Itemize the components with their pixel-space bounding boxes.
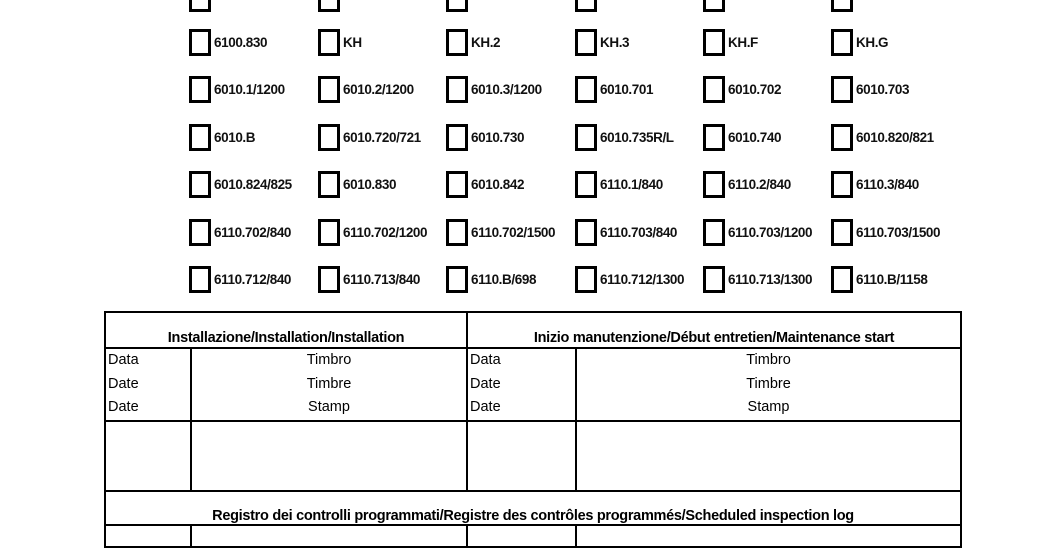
checkbox[interactable] [446, 171, 468, 198]
date-label-en: Date [108, 399, 139, 415]
checkbox-label: 6110.3/840 [856, 176, 919, 192]
model-checkbox-item[interactable] [189, 0, 214, 11]
model-checkbox-item[interactable] [703, 29, 758, 55]
installation-stamp-field[interactable] [191, 421, 467, 491]
maintenance-title: Inizio manutenzione/Début entretien/Maintenance start [533, 330, 895, 346]
checkbox-label: KH.G [856, 34, 889, 50]
model-checkbox-item[interactable] [575, 29, 629, 55]
checkbox[interactable] [575, 29, 597, 56]
model-checkbox-item[interactable] [189, 124, 255, 150]
checkbox-label: 6010.3/1200 [471, 81, 542, 97]
checkbox-label: KH.F [728, 34, 758, 50]
checkbox-label: 6010.842 [471, 176, 525, 192]
checkbox-label: 6110.1/840 [600, 176, 663, 192]
checkbox[interactable] [318, 29, 340, 56]
checkbox-label: 6110.B/698 [471, 271, 537, 287]
checkbox-label: 6010.740 [728, 129, 782, 145]
model-checkbox-item[interactable] [446, 171, 524, 197]
checkbox[interactable] [831, 171, 853, 198]
checkbox[interactable] [446, 76, 468, 103]
checkbox-label: 6110.702/1200 [343, 224, 428, 240]
model-checkbox-item[interactable] [831, 266, 927, 292]
checkbox[interactable] [575, 0, 597, 12]
installation-date-field[interactable] [105, 421, 191, 491]
checkbox[interactable] [703, 0, 725, 12]
model-checkbox-item[interactable] [446, 0, 471, 11]
checkbox-label: 6110.703/840 [600, 224, 678, 240]
checkbox[interactable] [831, 266, 853, 293]
model-checkbox-item[interactable] [189, 219, 291, 245]
model-checkbox-item[interactable] [318, 219, 427, 245]
checkbox-label: 6110.703/1200 [728, 224, 813, 240]
model-checkbox-item[interactable] [189, 29, 267, 55]
model-checkbox-item[interactable] [318, 29, 362, 55]
model-checkbox-item[interactable] [703, 124, 781, 150]
checkbox-label: 6110.B/1158 [856, 271, 928, 287]
checkbox[interactable] [318, 219, 340, 246]
checkbox[interactable] [318, 266, 340, 293]
checkbox[interactable] [703, 29, 725, 56]
model-checkbox-item[interactable] [446, 266, 536, 292]
checkbox-label: 6010.701 [600, 81, 654, 97]
checkbox[interactable] [189, 171, 211, 198]
checkbox[interactable] [831, 76, 853, 103]
checkbox[interactable] [703, 266, 725, 293]
checkbox-label: KH.2 [471, 34, 501, 50]
model-checkbox-item[interactable] [703, 171, 791, 197]
model-checkbox-item[interactable] [831, 171, 919, 197]
checkbox-label: KH [343, 34, 362, 50]
checkbox[interactable] [446, 219, 468, 246]
checkbox[interactable] [446, 0, 468, 12]
checkbox-label: 6010.735R/L [600, 129, 674, 145]
checkbox-label: 6010.730 [471, 129, 525, 145]
maintenance-date-field[interactable] [467, 421, 576, 491]
checkbox[interactable] [446, 266, 468, 293]
installation-maintenance-table [104, 311, 962, 548]
stamp-label-en: Stamp [747, 399, 790, 415]
checkbox-label: 6110.713/840 [343, 271, 421, 287]
maintenance-date-label-cell [467, 348, 576, 421]
inspection-stamp-cell[interactable] [576, 525, 961, 547]
checkbox[interactable] [189, 76, 211, 103]
checkbox-label: 6010.824/825 [214, 176, 292, 192]
model-checkbox-item[interactable] [318, 171, 396, 197]
checkbox[interactable] [831, 219, 853, 246]
inspection-stamp-cell[interactable] [191, 525, 467, 547]
model-checkbox-item[interactable] [831, 29, 888, 55]
maintenance-stamp-label-cell [576, 348, 961, 421]
checkbox[interactable] [831, 0, 853, 12]
checkbox-label: KH.3 [600, 34, 630, 50]
date-label-en: Date [470, 399, 501, 415]
checkbox-label: 6010.702 [728, 81, 782, 97]
date-label-fr: Date [108, 375, 139, 392]
inspection-date-cell[interactable] [467, 525, 576, 547]
stamp-label-fr: Timbre [746, 375, 791, 392]
checkbox[interactable] [703, 124, 725, 151]
model-checkbox-item[interactable] [318, 76, 414, 102]
checkbox[interactable] [575, 219, 597, 246]
checkbox[interactable] [446, 29, 468, 56]
model-checkbox-item[interactable] [831, 76, 909, 102]
model-checkbox-item[interactable] [318, 124, 421, 150]
checkbox[interactable] [189, 219, 211, 246]
checkbox[interactable] [189, 124, 211, 151]
model-checkbox-item[interactable] [575, 124, 674, 150]
checkbox[interactable] [189, 266, 211, 293]
model-checkbox-item[interactable] [575, 171, 663, 197]
installation-date-label-cell [105, 348, 191, 421]
checkbox[interactable] [575, 171, 597, 198]
model-checkbox-item[interactable] [318, 266, 420, 292]
model-checkbox-item[interactable] [703, 0, 728, 11]
inspection-log-header [105, 491, 961, 525]
model-checkbox-item[interactable] [446, 124, 524, 150]
checkbox[interactable] [318, 171, 340, 198]
date-label-it: Data [470, 352, 501, 368]
checkbox[interactable] [189, 0, 211, 12]
stamp-label-fr: Timbre [306, 375, 352, 392]
model-checkbox-item[interactable] [189, 171, 292, 197]
checkbox[interactable] [703, 76, 725, 103]
model-checkbox-item[interactable] [575, 219, 677, 245]
model-checkbox-item[interactable] [703, 219, 812, 245]
inspection-log-title: Registro dei controlli programmati/Registre des contrôles programmés/Scheduled inspection log [212, 507, 854, 524]
model-checkbox-item[interactable] [575, 0, 600, 11]
checkbox-label: 6010.703 [856, 81, 910, 97]
checkbox[interactable] [703, 219, 725, 246]
inspection-date-cell[interactable] [105, 525, 191, 547]
model-checkbox-item[interactable] [189, 76, 285, 102]
model-checkbox-item[interactable] [703, 266, 812, 292]
stamp-label-it: Timbro [306, 352, 352, 368]
checkbox-label: 6010.830 [343, 176, 397, 192]
checkbox[interactable] [446, 124, 468, 151]
checkbox[interactable] [318, 0, 340, 12]
model-checkbox-item[interactable] [831, 219, 940, 245]
checkbox[interactable] [575, 266, 597, 293]
stamp-label-en: Stamp [308, 399, 350, 415]
checkbox-label: 6110.713/1300 [728, 271, 813, 287]
checkbox[interactable] [318, 124, 340, 151]
maintenance-stamp-field[interactable] [576, 421, 961, 491]
model-checkbox-item[interactable] [703, 76, 781, 102]
checkbox-label: 6010.1/1200 [214, 81, 285, 97]
checkbox-label: 6010.820/821 [856, 129, 934, 145]
stamp-label-it: Timbro [746, 352, 791, 368]
installation-title: Installazione/Installation/Installation [167, 330, 405, 346]
model-checkbox-item[interactable] [831, 124, 934, 150]
model-checkbox-item[interactable] [446, 29, 500, 55]
checkbox-label: 6110.702/1500 [471, 224, 556, 240]
checkbox-label: 6110.702/840 [214, 224, 292, 240]
checkbox[interactable] [318, 76, 340, 103]
checkbox-label: 6010.2/1200 [343, 81, 414, 97]
model-checkbox-item[interactable] [446, 76, 542, 102]
maintenance-header [467, 312, 961, 348]
model-checkbox-item[interactable] [189, 266, 291, 292]
checkbox-label: 6010.B [214, 129, 256, 145]
model-checkbox-item[interactable] [831, 0, 856, 11]
checkbox-label: 6110.712/840 [214, 271, 292, 287]
model-checkbox-item[interactable] [318, 0, 343, 11]
checkbox-label: 6110.703/1500 [856, 224, 941, 240]
installation-header [105, 312, 467, 348]
date-label-fr: Date [470, 375, 501, 392]
model-checkbox-item[interactable] [446, 219, 555, 245]
installation-stamp-label-cell [191, 348, 467, 421]
model-checkbox-item[interactable] [575, 76, 653, 102]
checkbox[interactable] [831, 124, 853, 151]
checkbox-label: 6010.720/721 [343, 129, 421, 145]
checkbox[interactable] [575, 76, 597, 103]
checkbox-label: 6100.830 [214, 34, 268, 50]
model-checkbox-item[interactable] [575, 266, 684, 292]
checkbox-label: 6110.712/1300 [600, 271, 685, 287]
checkbox[interactable] [575, 124, 597, 151]
date-label-it: Data [108, 352, 139, 368]
checkbox[interactable] [703, 171, 725, 198]
checkbox[interactable] [831, 29, 853, 56]
checkbox-label: 6110.2/840 [728, 176, 791, 192]
checkbox[interactable] [189, 29, 211, 56]
